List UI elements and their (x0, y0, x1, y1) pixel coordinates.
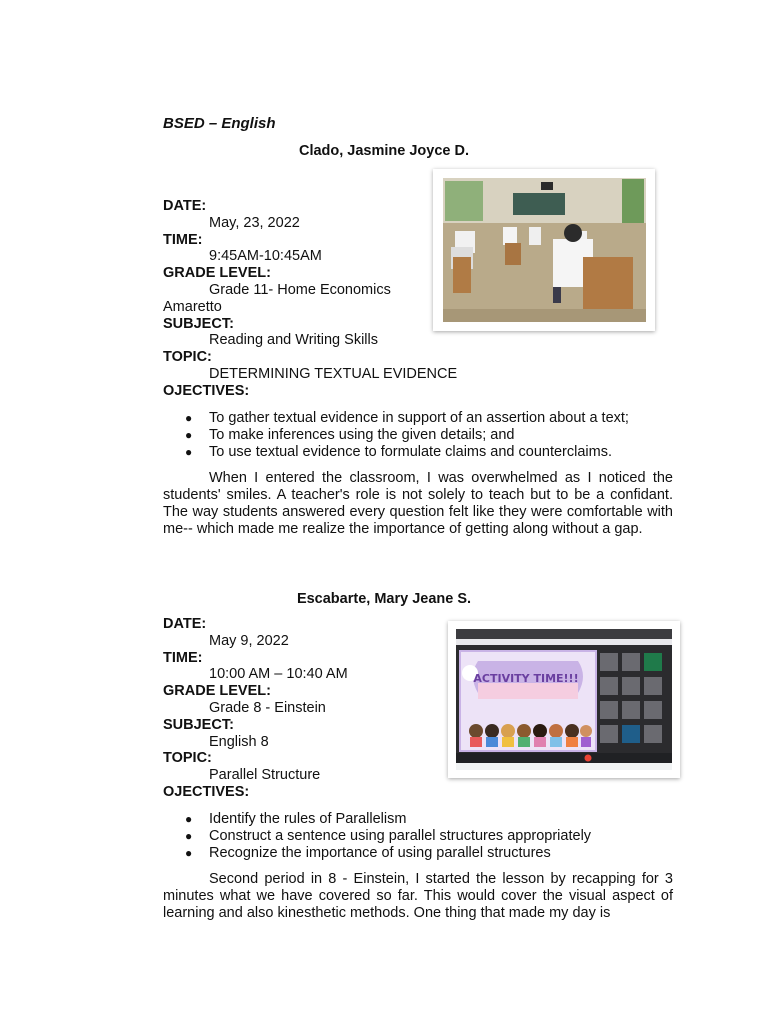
topic-label: TOPIC: (163, 349, 212, 366)
date-label: DATE: (163, 198, 207, 214)
author-name-1: Clado, Jasmine Joyce D. (298, 143, 470, 159)
objectives-label: OJECTIVES: (163, 783, 250, 800)
activity-banner: ACTIVITY TIME!!! (473, 672, 579, 685)
grade-value-section: Amaretto (163, 298, 222, 315)
objectives-label: OJECTIVES: (163, 382, 250, 399)
date-value: May, 23, 2022 (209, 214, 300, 231)
subject-label: SUBJECT: (163, 716, 234, 733)
entry-2-fields (163, 616, 348, 801)
subject-label: SUBJECT: (163, 315, 234, 332)
objectives-list-2 (163, 811, 683, 861)
list-item: ● Construct a sentence using parallel structures appropriately (185, 827, 592, 844)
grade-value: Grade 11- Home Economics (209, 281, 391, 298)
list-item: ● To gather textual evidence in support of an assertion about a text; (185, 410, 629, 426)
grade-label: GRADE LEVEL: (163, 683, 271, 700)
grade-value: Grade 8 - Einstein (209, 699, 326, 716)
classroom-photo (433, 169, 655, 331)
time-value: 10:00 AM – 10:40 AM (209, 666, 348, 683)
topic-value: DETERMINING TEXTUAL EVIDENCE (209, 365, 458, 382)
list-item: ● To make inferences using the given details; and (185, 426, 515, 443)
subject-value: Reading and Writing Skills (209, 332, 378, 349)
reflection-paragraph-1: When I entered the classroom, I was overwhelmed as I noticed the students' smiles. A teacher's role is not solely to teach but to be a confidant. The way students answered every question felt like they were comfortable with me-- which made me realize the importance of getting along without a gap. (163, 470, 673, 537)
grade-label: GRADE LEVEL: (163, 265, 271, 282)
online-class-screenshot (448, 621, 680, 778)
topic-label: TOPIC: (163, 750, 212, 767)
topic-value: Parallel Structure (209, 767, 321, 784)
course-heading: BSED – English (163, 115, 276, 132)
reflection-paragraph-2: Second period in 8 - Einstein, I started the lesson by recapping for 3 minutes what we have covered so far. This would cover the visual aspect of learning and also kinesthetic methods. One thing that made my day is (163, 871, 673, 921)
date-value: May 9, 2022 (209, 632, 289, 649)
list-item: ● To use textual evidence to formulate claims and counterclaims. (185, 443, 612, 460)
time-label: TIME: (163, 649, 203, 666)
time-label: TIME: (163, 231, 203, 248)
author-name-2: Escabarte, Mary Jeane S. (296, 591, 472, 607)
entry-1-fields (163, 198, 457, 400)
subject-value: English 8 (209, 733, 269, 750)
time-value: 9:45AM-10:45AM (209, 248, 322, 265)
date-label: DATE: (163, 616, 207, 632)
objectives-list-1 (163, 410, 683, 460)
list-item: ● Recognize the importance of using parallel structures (185, 844, 551, 861)
list-item: ● Identify the rules of Parallelism (185, 811, 407, 827)
